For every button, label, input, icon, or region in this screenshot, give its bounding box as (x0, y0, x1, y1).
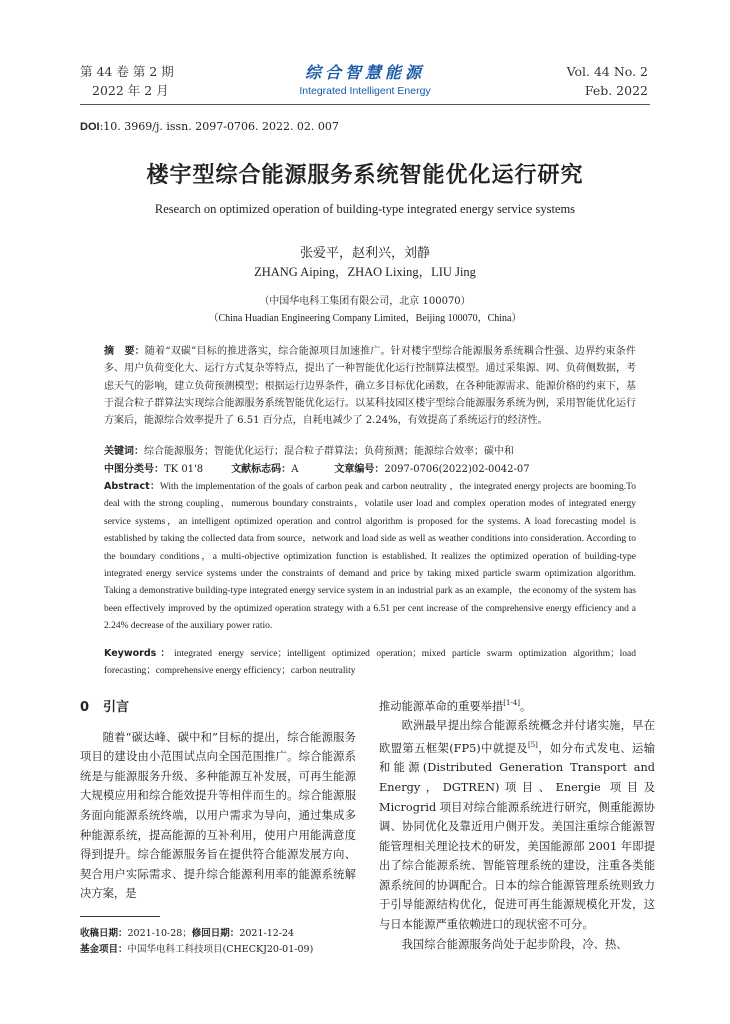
keywords-cn-label: 关键词： (104, 446, 144, 457)
keywords-en (104, 645, 636, 681)
publish-date-en: Feb. 2022 (584, 83, 648, 98)
abstract-cn-label: 摘 要： (104, 346, 145, 357)
section-number: 0 (80, 700, 90, 715)
revised-date: 2021-12-24 (239, 928, 295, 939)
keywords-cn (104, 443, 636, 460)
citation-ref[interactable]: [5] (527, 740, 538, 749)
section-heading (80, 698, 356, 718)
received-label: 收稿日期： (80, 928, 128, 939)
keywords-en-label: Keywords： (104, 648, 174, 659)
received-date: 2021-10-28； (127, 928, 192, 939)
journal-name-en: Integrated Intelligent Energy (299, 85, 431, 97)
revised-label: 修回日期： (191, 928, 240, 939)
doi-line (80, 120, 339, 133)
classification-line (104, 460, 530, 475)
body-column-left (80, 694, 356, 904)
citation-ref[interactable]: [1-4] (503, 699, 521, 707)
footnote-divider (80, 916, 160, 917)
section-title: 引言 (103, 700, 130, 715)
paper-title-en: Research on optimized operation of building-type integrated energy service systems (154, 202, 576, 216)
abstract-en-text: With the implementation of the goals of carbon peak and carbon neutrality ，the integrated energy projects are booming.To deal with the strong coupling，numerous boundary constraints，volatile user load and complex operation modes of integrated energy service systems，an intelligent optimized operation and control algorithm is proposed for the systems. A load forecasting model is established by taking the collected data from source，network and load side as well as weather conditions into consideration. According to the boundary conditions，a multi-objective optimization function is established. It realizes the optimized operation of building-type integrated energy service systems under the constraints of demand and price by taking mixed particle swarm optimization algorithm. Taking a demonstrative building-type integrated energy service system in an industrial park as an example，the economy of the system has been effectively improved by the optimized operation strategy with a 6.51 per cent increase of the comprehensive energy efficiency and a 2.24% decrease of the auxiliary power ratio. (104, 482, 636, 632)
abstract-en (104, 478, 636, 636)
keywords-en-text: integrated energy service；intelligent optimized operation；mixed particle swarm optimization algorithm；load forecasting；comprehensive energy efficiency；carbon neutrality (104, 649, 637, 677)
journal-masthead (260, 60, 470, 97)
header-right (567, 62, 648, 100)
doi-label: DOI (80, 121, 100, 133)
abstract-cn (104, 343, 636, 429)
fund-label: 基金项目： (80, 944, 128, 955)
doi-value[interactable]: :10. 3969/j. issn. 2097-0706. 2022. 02. 007 (99, 120, 339, 133)
authors-cn: 张爱平，赵利兴，刘静 (299, 246, 430, 261)
header-divider (80, 104, 650, 105)
affiliation-en: （China Huadian Engineering Company Limited，Beijing 100070，China） (208, 313, 522, 324)
paper-title-cn: 楼宇型综合能源服务系统智能优化运行研究 (146, 163, 584, 188)
affiliation-cn: （中国华电科工集团有限公司，北京 100070） (259, 296, 471, 307)
volume-issue-en: Vol. 44 No. 2 (566, 64, 648, 79)
doc-code-label: 文献标志码： (231, 464, 292, 475)
keywords-cn-text: 综合能源服务；智能优化运行；混合粒子群算法；负荷预测；能源综合效率；碳中和 (144, 446, 514, 457)
intro-paragraph-1: 随着“碳达峰、碳中和”目标的提出，综合能源服务项目的建设由小范围试点向全国范围推广。综合能源系统是与能源服务升级、多种能源互补发展，可再生能源大规模应用和综合能效提升等相伴而生的。综合能源服务面向能源系统终端，以用户需求为导向，通过集成多种能源系统，提高能源的互补利用，使用户用能满意度得到提升。综合能源服务旨在提供符合能源发展方向、契合用户实际需求、提升综合能源利用率的能源系统解决方案，是 (80, 730, 356, 901)
journal-name-cn: 综合智慧能源 (304, 63, 425, 82)
doc-code-value: A (291, 464, 299, 475)
footnote (80, 926, 313, 958)
publish-date-cn: 2022 年 2 月 (92, 83, 169, 98)
authors-en: ZHANG Aiping，ZHAO Lixing，LIU Jing (254, 265, 476, 279)
clc-value: TK 01'8 (164, 464, 204, 475)
article-no-value: 2097-0706(2022)02-0042-07 (384, 464, 530, 475)
abstract-cn-text: 随着“双碳”目标的推进落实，综合能源项目加速推广。针对楼宇型综合能源服务系统耦合性强、边界约束条件多、用户负荷变化大、运行方式复杂等特点，提出了一种智能优化运行控制算法模型。通过采集源、网、负荷侧数据，考虑天气的影响，建立负荷预测模型；根据运行边界条件，确立多目标优化函数，在各种能源需求、能源价格的约束下，基于混合粒子群算法实现综合能源服务系统智能优化运行。以某科技园区楼宇型综合能源服务系统为例，采用智能优化运行方案后，能源综合效率提升了 6.51 百分点，自耗电减少了 2.24%，有效提高了系统运行的经济性。 (104, 346, 636, 427)
header-left (80, 62, 174, 100)
intro-paragraph-3: 我国综合能源服务尚处于起步阶段，冷、热、 (401, 937, 628, 951)
body-column-right (379, 694, 655, 954)
intro-paragraph-2: 欧洲最早提出综合能源系统概念并付诸实施，早在欧盟第五框架(FP5)中就提及[5]，如分布式发电、运输和能源(Distributed Generation Transport and Energy，DGTREN)项目、Energie 项目及 Microgrid 项目对综合能源系统进行研究，侧重能源协调、协同优化及靠近用户侧开发。美国注重综合能源智能管理相关理论技术的研发，美国能源部 2001 年即提出了综合能源系统、智能管理系统的建设，注重各类能源系统间的协调配合。日本的综合能源管理系统则致力于引导能源结构优化，促进可再生能源规模化开发，这与日本能源严重依赖进口的现状密不可分。 (379, 719, 655, 932)
clc-label: 中图分类号： (104, 464, 164, 475)
fund-value: 中国华电科工科技项目(CHECKJ20-01-09) (127, 944, 314, 955)
volume-issue: 第 44 卷 第 2 期 (80, 64, 174, 79)
article-no-label: 文章编号： (334, 464, 385, 475)
abstract-en-label: Abstract： (104, 481, 160, 492)
intro-paragraph-1-continued: 推动能源革命的重要举措[1-4]。 (379, 699, 532, 713)
